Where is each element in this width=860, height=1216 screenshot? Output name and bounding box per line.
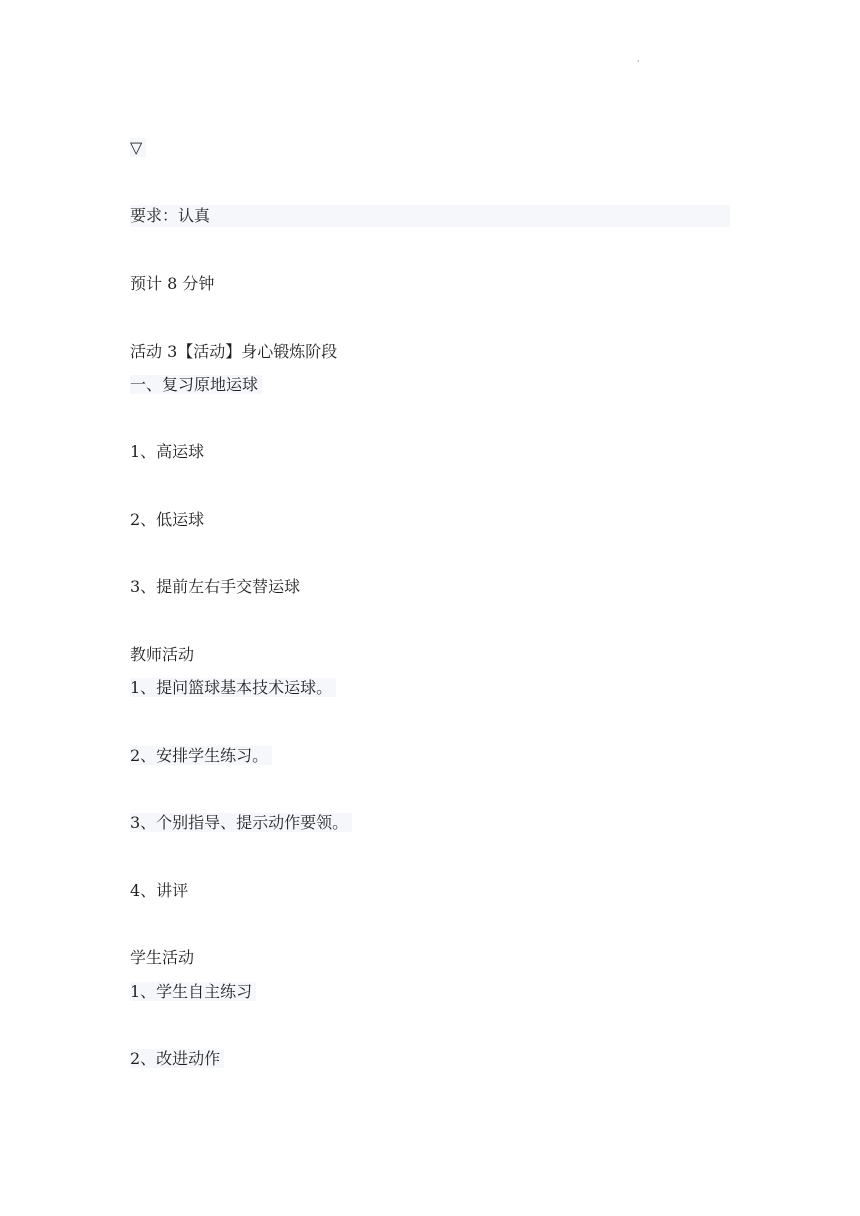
teacher-item-3: 3、个别指导、提示动作要领。 (130, 812, 352, 834)
drill-item-2: 2、低运球 (130, 510, 205, 529)
header-mark: · (637, 57, 640, 66)
teacher-item-1: 1、提问篮球基本技术运球。 (130, 677, 336, 699)
teacher-item-4: 4、讲评 (130, 881, 189, 900)
drill-item-3: 3、提前左右手交替运球 (130, 577, 301, 596)
student-item-2: 2、改进动作 (130, 1048, 224, 1070)
activity-title: 活动 3【活动】身心锻炼阶段 (130, 342, 338, 361)
student-heading: 学生活动 (130, 948, 195, 967)
teacher-item-2: 2、安排学生练习。 (130, 745, 272, 767)
requirement-line: 要求：认真 (130, 205, 730, 227)
triangle-symbol: ▽ (130, 137, 146, 159)
drill-item-1: 1、高运球 (130, 442, 205, 461)
student-item-1: 1、学生自主练习 (130, 981, 256, 1003)
estimate-line: 预计 8 分钟 (130, 274, 215, 293)
teacher-heading: 教师活动 (130, 645, 195, 664)
section-heading: 一、复习原地运球 (130, 374, 262, 396)
